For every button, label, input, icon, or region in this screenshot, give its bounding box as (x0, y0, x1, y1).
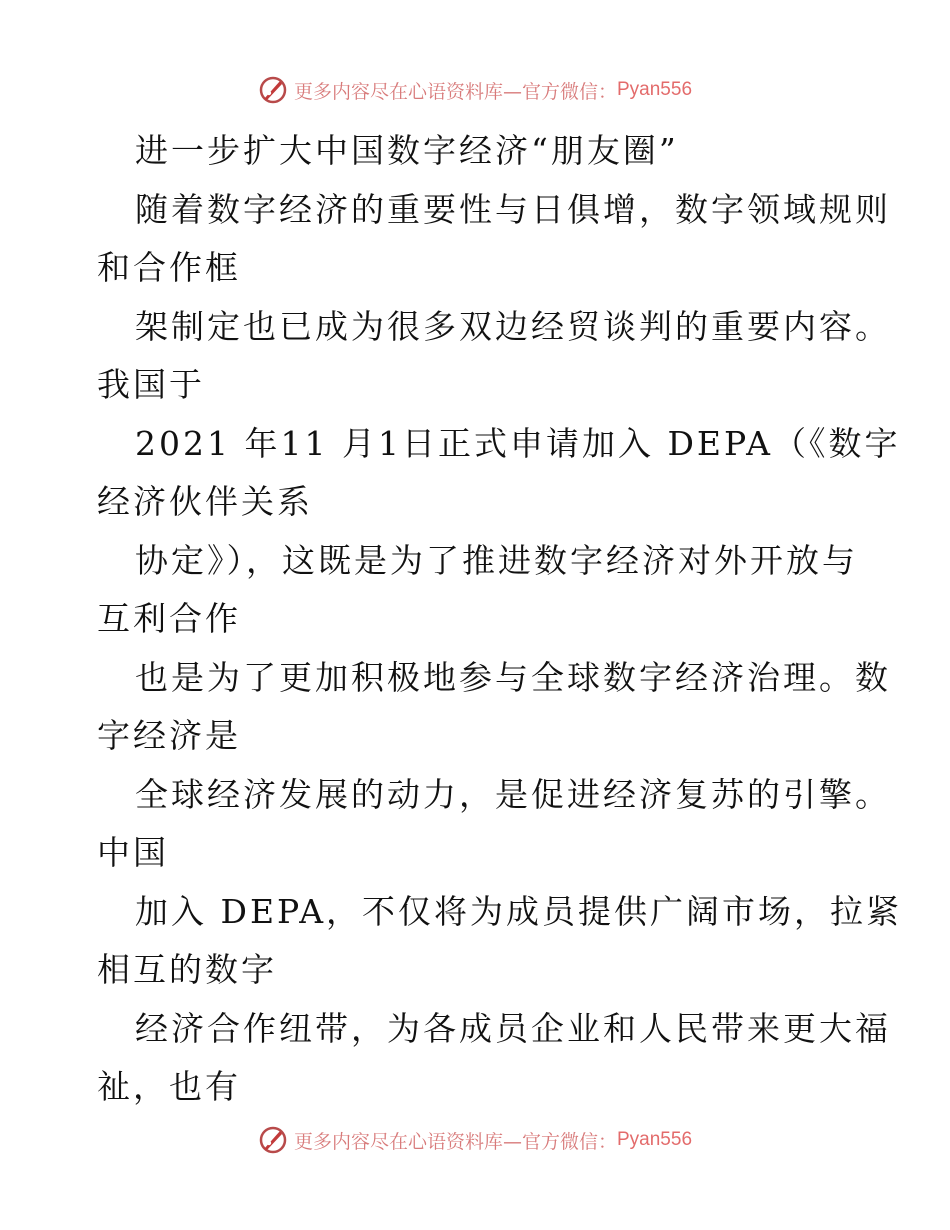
text-line: 和合作框 (97, 248, 241, 287)
text-line: 字经济是 (97, 716, 241, 755)
text-line: 中国 (97, 833, 169, 872)
text-line: 也是为了更加积极地参与全球数字经济治理。数 (135, 657, 891, 697)
text-line: 经济伙伴关系 (97, 482, 313, 521)
quill-circle-logo-icon (258, 1125, 288, 1155)
text-line: 2021 年11 月1日正式申请加入 DEPA（《数字 (135, 423, 901, 463)
document-body (97, 122, 903, 1117)
text-line: 进一步扩大中国数字经济“朋友圈” (135, 131, 679, 170)
text-line: 互利合作 (97, 599, 241, 638)
text-line: 加入 DEPA，不仅将为成员提供广阔市场，拉紧 (135, 891, 903, 931)
banner-text: 更多内容尽在心语资料库—官方微信： (293, 1130, 617, 1153)
text-line: 架制定也已成为很多双边经贸谈判的重要内容。 (135, 306, 891, 346)
text-line: 我国于 (97, 365, 205, 404)
quill-circle-logo-icon (258, 75, 288, 105)
banner-wechat-id: Pyan556 (617, 1129, 693, 1150)
text-line: 随着数字经济的重要性与日俱增，数字领域规则 (135, 189, 891, 229)
text-line: 协定》），这既是为了推进数字经济对外开放与 (135, 540, 858, 580)
footer-banner (0, 1120, 950, 1160)
banner-wechat-id: Pyan556 (617, 79, 693, 100)
text-line: 相互的数字 (97, 950, 277, 989)
banner-text: 更多内容尽在心语资料库—官方微信： (293, 80, 617, 103)
header-banner (0, 70, 950, 110)
text-line: 经济合作纽带，为各成员企业和人民带来更大福 (135, 1008, 891, 1048)
text-line: 全球经济发展的动力，是促进经济复苏的引擎。 (135, 774, 891, 814)
text-line: 祉，也有 (97, 1067, 241, 1106)
